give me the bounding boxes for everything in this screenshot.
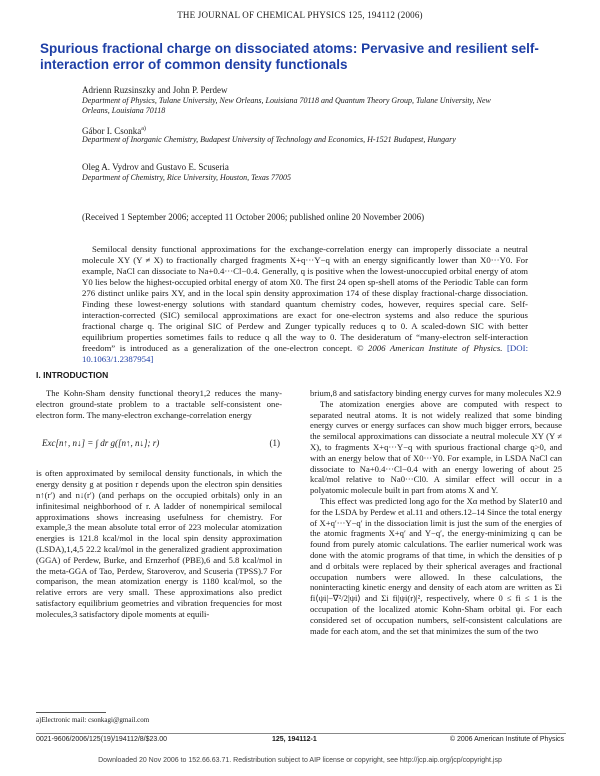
author-name-2: Gábor I. Csonka: [82, 126, 142, 136]
running-head: THE JOURNAL OF CHEMICAL PHYSICS 125, 194112 (2006): [177, 10, 423, 20]
right-paragraph-3: This effect was predicted long ago for the Xα method by Slater10 and for the LSDA by Perdew et al.11 and others.12–14 Since the total energy of X+q′···Y−q′ in the dissociation limit is just the sum of the energies of the atomic fragments X+q′ and Y−q′, the energy-minimizing q can be found from purely atomic calculations. The earlier numerical work was done with the atomic programs of that time, in which the densities of p and d orbitals were replaced by their spherical averages and fractional occupation numbers were allowed. In these calculations, the noninteracting kinetic energy and density of each atom are written as Σi fi⟨ψi|−∇²/2|ψi⟩ and Σi fi|ψi(r)|², respectively, where 0 ≤ fi ≤ 1 is the occupation of the localized atomic Kohn-Sham orbital ψi. For each considered set of occupation numbers, self-consistent calculations are made for each atom, and the set that minimizes the sum of the two: [310, 495, 562, 636]
abstract-text: Semilocal density functional approximations for the exchange-correlation energy can improperly dissociate a neutral molecule XY (Y ≠ X) to fractionally charged fragments X+q···Y−q with an energy significantly lower than X0···Y0. For example, NaCl can dissociate to Na+0.4···Cl−0.4. Generally, q is positive when the lowest-unoccupied orbital energy of atom Y0 lies below the highest-occupied orbital energy of atom X0. The first 24 open sp-shell atoms of the Periodic Table can form 276 distinct unlike pairs XY, and in the local spin density approximation 174 of these display fractional-charge dissociation. Finding these lowest-energy solutions with standard quantum chemistry codes, however, requires special care. Self-interaction-corrected (SIC) semilocal approximations are exact for one-electron systems and also reduce the spurious fractional charge q. The original SIC of Perdew and Zunger typically reduces q to 0. A scaled-down SIC with better equilibrium properties sometimes fails to reduce q all the way to 0. The desideratum of “many-electron self-interaction freedom” is introduced as a generalization of the one-electron concept.: [82, 244, 528, 353]
author-line-3: Oleg A. Vydrov and Gustavo E. Scuseria: [82, 162, 229, 172]
footnote-rule: [36, 712, 106, 713]
right-paragraph-1: brium,8 and satisfactory binding energy curves for many molecules X2.9: [310, 388, 562, 398]
affiliation-1: Department of Physics, Tulane University, New Orleans, Louisiana 70118 and Quantum Theory Group, Tulane University, New Orleans, Louisiana 70118: [82, 96, 491, 115]
footer-issn: 0021-9606/2006/125(19)/194112/8/$23.00: [36, 736, 168, 743]
footer-rule: [36, 733, 566, 734]
article-title: Spurious fractional charge on dissociated atoms: Pervasive and resilient self-interaction error of common density functionals: [40, 41, 539, 72]
affiliation-3: Department of Chemistry, Rice University, Houston, Texas 77005: [82, 173, 292, 182]
affiliation-2: Department of Inorganic Chemistry, Budapest University of Technology and Economics, H-1521 Budapest, Hungary: [82, 135, 456, 144]
equation-number: (1): [269, 438, 280, 449]
received-dates: (Received 1 September 2006; accepted 11 October 2006; published online 20 November 2006): [82, 212, 425, 222]
abstract: [82, 244, 528, 365]
intro-paragraph-2: is often approximated by semilocal density functionals, in which the energy density g at position r depends upon the electron spin densities n↑(r′) and n↓(r′) (and perhaps on the occupied orbitals) only in an infinitesimal neighborhood of r. A ladder of nonempirical semilocal approximations shows increasing usefulness for chemistry. For example,3 the mean absolute total error of 223 molecular atomization energies is 121.8 kcal/mol in the local spin density approximation (LSDA),1,4,5 22.2 kcal/mol in the generalized gradient approximation (GGA) of Perdew, Burke, and Ernzerhof (PBE),6 and 5.8 kcal/mol in the meta-GGA of Tao, Perdew, Staroverov, and Scuseria (TPSS).7 For comparison, the mean atomization energy is 1180 kcal/mol, so the relative errors are very small. These approximations also predict satisfactory equilibrium geometries and vibration frequencies for most molecules,3 satisfactory dipole moments at equili-: [36, 468, 282, 619]
left-column: [36, 388, 282, 620]
doi-link[interactable]: [DOI: 10.1063/1.2387954]: [82, 343, 529, 364]
author-footnote-mark: a): [141, 126, 146, 132]
equation-expression: Exc[n↑, n↓] = ∫ dr g([n↑, n↓]; r): [42, 438, 160, 449]
footer-copyright: © 2006 American Institute of Physics: [449, 736, 564, 743]
section-heading-introduction: I. INTRODUCTION: [36, 370, 109, 380]
copyright-notice: © 2006 American Institute of Physics.: [356, 343, 503, 353]
right-column: [310, 388, 562, 636]
author-line-1: Adrienn Ruzsinszky and John P. Perdew: [82, 85, 228, 95]
right-paragraph-2: The atomization energies above are computed with respect to separated neutral atoms. It is not widely realized that some binding energy curves or energy surfaces can show much bigger errors, because the semilocal approximations can dissociate a neutral molecule XY (Y ≠ X), to fragments X+q···Y−q with spurious fractional charge q>0, and with an energy below that of X0···Y0. For example, in LSDA NaCl can dissociate to Na+0.4···Cl−0.4 with an energy lowering of about 25 kcal/mol relative to Na0···Cl0. A similar effect will occur in a polyatomic molecule built in part from atoms X and Y.: [310, 398, 562, 496]
intro-paragraph-1: The Kohn-Sham density functional theory1,2 reduces the many-electron ground-state problem to a tractable self-consistent one-electron form. The many-electron exchange-correlation energy: [36, 388, 282, 420]
footnote-email: a)Electronic mail: csonkagi@gmail.com: [36, 716, 150, 724]
download-notice: Downloaded 20 Nov 2006 to 152.66.63.71. Redistribution subject to AIP license or copyright, see http://jcp.aip.org/jcp/copyright.jsp: [98, 757, 502, 764]
footer-page-number: 125, 194112-1: [272, 736, 317, 743]
equation-1: [36, 424, 282, 464]
